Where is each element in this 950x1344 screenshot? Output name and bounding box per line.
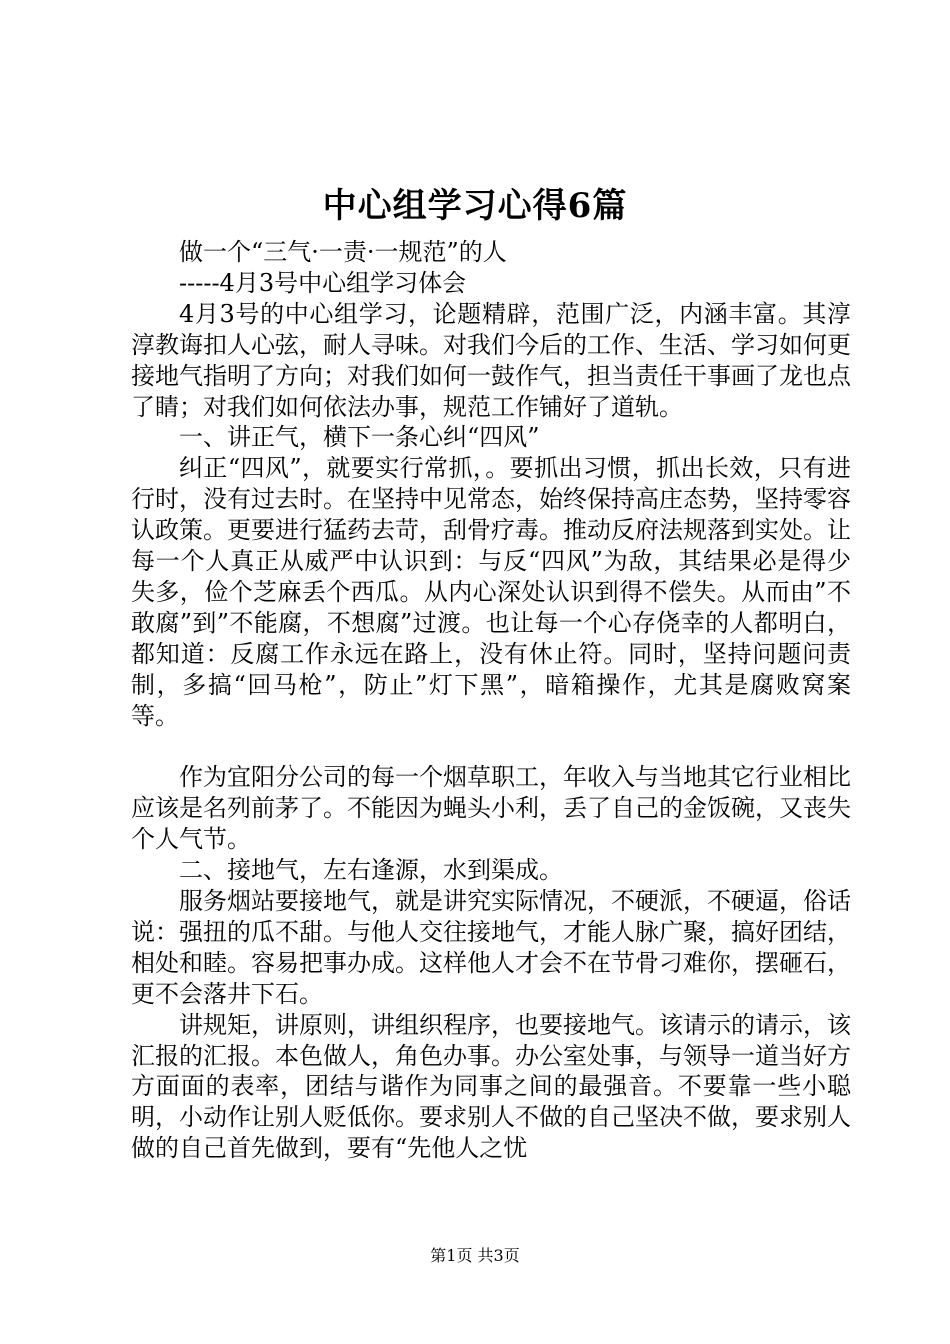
- body-paragraph: 讲规矩，讲原则，讲组织程序，也要接地气。该请示的请示，该汇报的汇报。本色做人，角色办事。办公室处事，与领导一道当好方方面面的表率，团结与谐作为同事之间的最强音。不要靠一些小聪明，小动作让别人贬低你。要求别人不做的自己坚决不做，要求别人做的自己首先做到，要有“先他人之忧: [131, 1010, 851, 1163]
- section-heading: 二、接地气，左右逢源，水到渠成。: [179, 856, 563, 885]
- body-paragraph: 纠正“四风”，就要实行常抓，。要抓出习惯，抓出长效，只有进行时，没有过去时。在坚持中见常态，始终保持高庄态势，坚持零容认政策。更要进行猛药去苛，刮骨疗毒。推动反府法规落到实处。让每一个人真正从威严中认识到：与反“四风”为敌，其结果必是得少失多，俭个芝麻丢个西瓜。从内心深处认识到得不偿失。从而由”不敢腐”到”不能腐，不想腐”过渡。也让每一个心存侥幸的人都明白，都知道：反腐工作永远在路上，没有休止符。同时，坚持问题问责制，多搞“回马枪”，防止”灯下黑”，暗箱操作，尤其是腐败窝案等。: [131, 454, 851, 730]
- body-paragraph: 4月3号的中心组学习，论题精辟，范围广泛，内涵丰富。其淳淳教诲扣人心弦，耐人寻味。对我们今后的工作、生活、学习如何更接地气指明了方向；对我们如何一鼓作气，担当责任干事画了龙也点了睛；对我们如何依法办事，规范工作铺好了道轨。: [131, 299, 851, 421]
- page-footer: 第1页 共3页: [430, 1246, 520, 1265]
- subtitle-line: 做一个“三气·一责·一规范”的人: [179, 238, 507, 266]
- blank-line: [131, 732, 851, 763]
- subtitle-line: -----4月3号中心组学习体会: [179, 268, 467, 297]
- document-title: 中心组学习心得6篇: [322, 186, 628, 226]
- document-body: [131, 237, 851, 1164]
- section-heading: 一、讲正气，横下一条心纠“四风”: [179, 423, 540, 452]
- body-paragraph: 服务烟站要接地气，就是讲究实际情况，不硬派，不硬逼，俗话说：强扭的瓜不甜。与他人交往接地气，才能人脉广聚，搞好团结，相处和睦。容易把事办成。这样他人才会不在节骨刁难你，摆砸石，更不会落井下石。: [131, 887, 851, 1008]
- body-paragraph: 作为宜阳分公司的每一个烟草职工，年收入与当地其它行业相比应该是名列前茅了。不能因为蝇头小利，丢了自己的金饭碗，又丧失个人气节。: [131, 763, 851, 854]
